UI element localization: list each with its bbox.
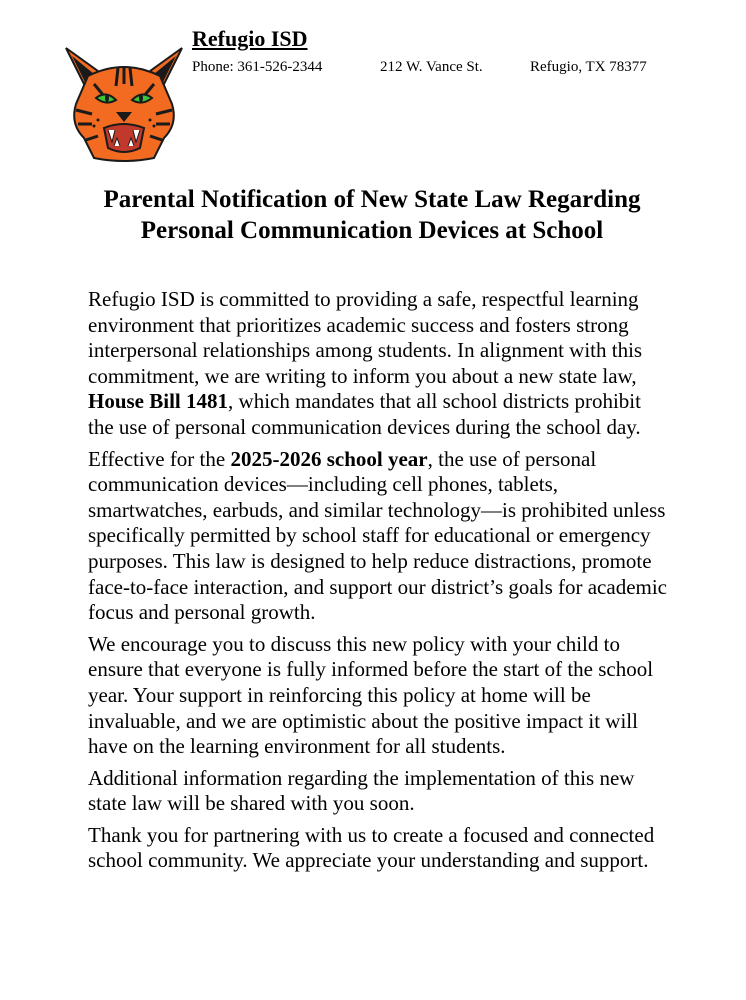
paragraph-text: , the use of personal communication devices—including cell phones, tablets, smartwatches, earbuds, and similar technology—is prohibited unless specifically permitted by school staff for educational or emergency purposes. This law is designed to help reduce distractions, promote face-to-face interaction, and support our district’s goals for academic focus and personal growth. <box>88 446 668 625</box>
school-year: 2025-2026 school year <box>230 446 428 471</box>
paragraph-text: Refugio ISD is committed to providing a safe, respectful learning environment that prioritizes academic success and fosters strong interpersonal relationships among students. In alignment with this commitment, we are writing to inform you about a new state law, <box>88 287 643 388</box>
street-address: 212 W. Vance St. <box>380 59 483 75</box>
paragraph-house-bill <box>88 287 668 441</box>
title-line-2: Personal Communication Devices at School <box>140 217 604 244</box>
paragraph-encourage: We encourage you to discuss this new policy with your child to ensure that everyone is fully informed before the start of the school year. Your support in reinforcing this policy at home will be invaluable, and we are optimistic about the positive impact it will have on the learning environment for all students. <box>88 631 654 759</box>
paragraph-thank-you: Thank you for partnering with us to create a focused and connected school community. We appreciate your understanding and support. <box>88 822 655 873</box>
paragraph-text: , which mandates that all school districts prohibit the use of personal communication devices during the school day. <box>88 389 641 439</box>
paragraph-additional-info: Additional information regarding the implementation of this new state law will be shared with you soon. <box>88 765 635 816</box>
org-name: Refugio ISD <box>192 26 308 51</box>
page-title <box>40 184 704 246</box>
paragraph-text: Effective for the <box>88 446 231 471</box>
contact-info <box>192 58 647 76</box>
title-line-1: Parental Notification of New State Law Regarding <box>103 186 641 213</box>
letter-body <box>88 287 668 880</box>
city-state-zip: Refugio, TX 78377 <box>530 59 647 75</box>
bobcat-mascot-icon <box>58 40 190 162</box>
phone-number: Phone: 361-526-2344 <box>192 59 323 75</box>
paragraph-effective-date <box>88 447 668 626</box>
bill-number: House Bill 1481 <box>88 389 229 414</box>
